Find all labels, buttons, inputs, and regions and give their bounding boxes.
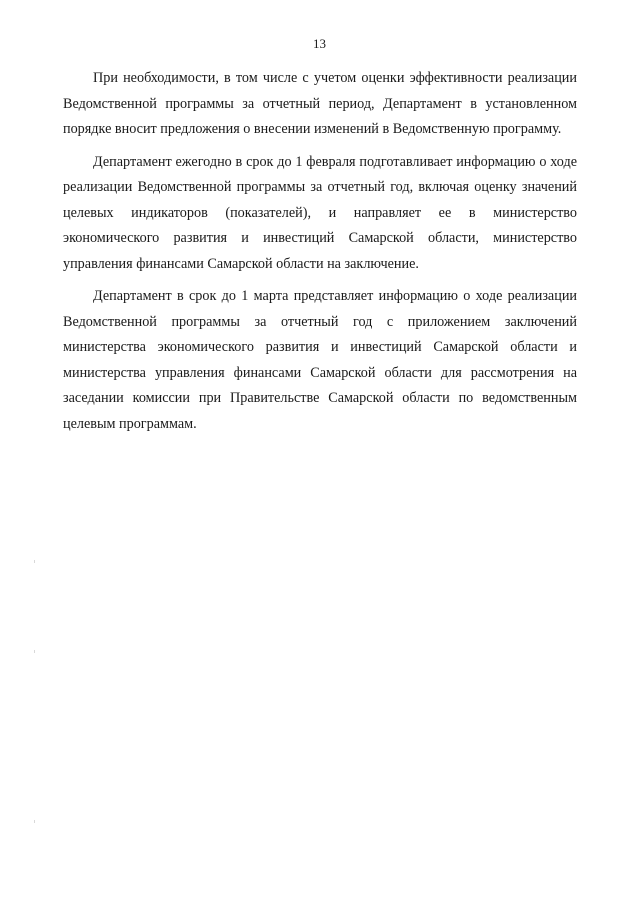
page-number: 13: [313, 36, 326, 51]
scan-margin-mark: [34, 650, 35, 653]
paragraph-annual-report: Департамент ежегодно в срок до 1 февраля подготавливает информацию о ходе реализации Ведомственной программы за отчетный год, включая оценку значений целевых индикаторов (показателей), и направляет ее в министерство экономического развития и инвестиций Самарской области, министерство управления финансами Самарской области на заключение.: [63, 153, 577, 272]
scan-margin-mark: [34, 820, 35, 823]
document-body: [63, 66, 577, 444]
paragraph-march-report: Департамент в срок до 1 марта представляет информацию о ходе реализации Ведомственной программы за отчетный год с приложением заключений министерства экономического развития и инвестиций Самарской области и министерства управления финансами Самарской области для рассмотрения на заседании комиссии при Правительстве Самарской области по ведомственным целевым программам.: [63, 288, 577, 432]
scan-margin-mark: [34, 560, 35, 563]
paragraph-program-changes: При необходимости, в том числе с учетом оценки эффективности реализации Ведомственной программы за отчетный период, Департамент в установленном порядке вносит предложения о внесении изменений в Ведомственную программу.: [63, 70, 577, 137]
